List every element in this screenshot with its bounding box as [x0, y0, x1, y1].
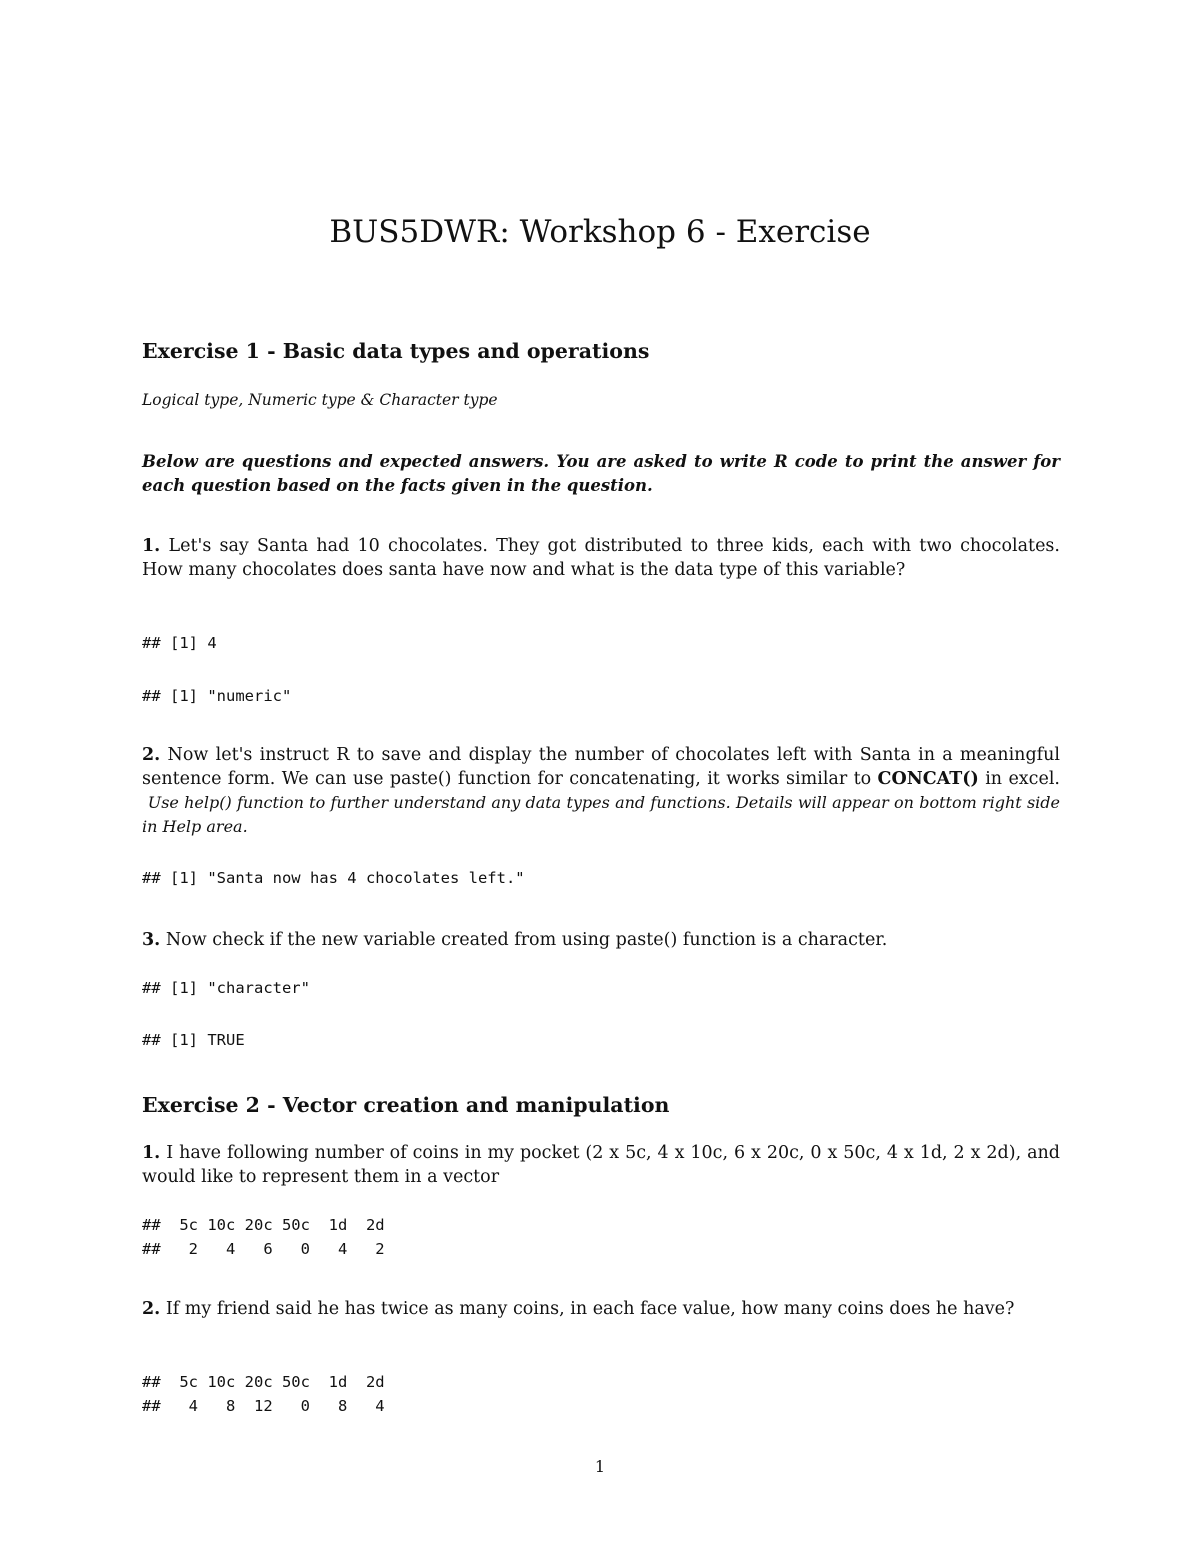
code-output-values: ## 2 4 6 0 4 2 — [142, 1240, 385, 1258]
exercise-2-question-1 — [142, 1141, 1060, 1189]
exercise-2-question-2 — [142, 1297, 1060, 1321]
question-text: Let's say Santa had 10 chocolates. They got distributed to three kids, each with two chocolates. How many chocolates does santa have now and what is the data type of this variable? — [142, 536, 1060, 580]
code-output-header: ## 5c 10c 20c 50c 1d 2d — [142, 1216, 385, 1234]
exercise-1-question-3 — [142, 928, 1060, 952]
question-text-end: in excel. — [978, 769, 1060, 789]
question-number: 3. — [142, 930, 161, 950]
code-output: ## [1] "Santa now has 4 chocolates left." — [142, 869, 525, 887]
page-number: 1 — [594, 1457, 606, 1476]
exercise-1-subtitle: Logical type, Numeric type & Character type — [142, 391, 498, 409]
question-text: Now let's instruct R to save and display the number of chocolates left with Santa in a meaningful sentence form. We can use paste() function for concatenating, it works similar to — [142, 745, 1060, 789]
code-output-values: ## 4 8 12 0 8 4 — [142, 1397, 385, 1415]
exercise-2-heading: Exercise 2 - Vector creation and manipulation — [142, 1093, 670, 1117]
help-note: Use help() function to further understand any data types and functions. Details will appear on bottom right side in Help area. — [142, 793, 1060, 836]
exercise-1-heading: Exercise 1 - Basic data types and operations — [142, 339, 650, 363]
concat-function-name: CONCAT() — [877, 769, 979, 789]
question-number: 1. — [142, 536, 161, 556]
question-text: I have following number of coins in my pocket (2 x 5c, 4 x 10c, 6 x 20c, 0 x 50c, 4 x 1d, 2 x 2d), and would like to represent them in a vector — [142, 1143, 1060, 1187]
code-output: ## [1] 4 — [142, 634, 217, 652]
code-output-header: ## 5c 10c 20c 50c 1d 2d — [142, 1373, 385, 1391]
exercise-1-question-1 — [142, 534, 1060, 582]
question-number: 1. — [142, 1143, 161, 1163]
code-output: ## [1] "character" — [142, 979, 310, 997]
question-number: 2. — [142, 1299, 161, 1319]
question-number: 2. — [142, 745, 161, 765]
code-output: ## [1] "numeric" — [142, 687, 292, 705]
question-text: If my friend said he has twice as many coins, in each face value, how many coins does he have? — [165, 1299, 1015, 1319]
question-text: Now check if the new variable created from using paste() function is a character. — [165, 930, 888, 950]
document-title: BUS5DWR: Workshop 6 - Exercise — [329, 214, 871, 250]
code-output: ## [1] TRUE — [142, 1031, 245, 1049]
exercise-1-question-2 — [142, 743, 1060, 839]
exercise-1-instructions: Below are questions and expected answers. You are asked to write R code to print the answer for each question based on the facts given in the question. — [142, 452, 1060, 495]
